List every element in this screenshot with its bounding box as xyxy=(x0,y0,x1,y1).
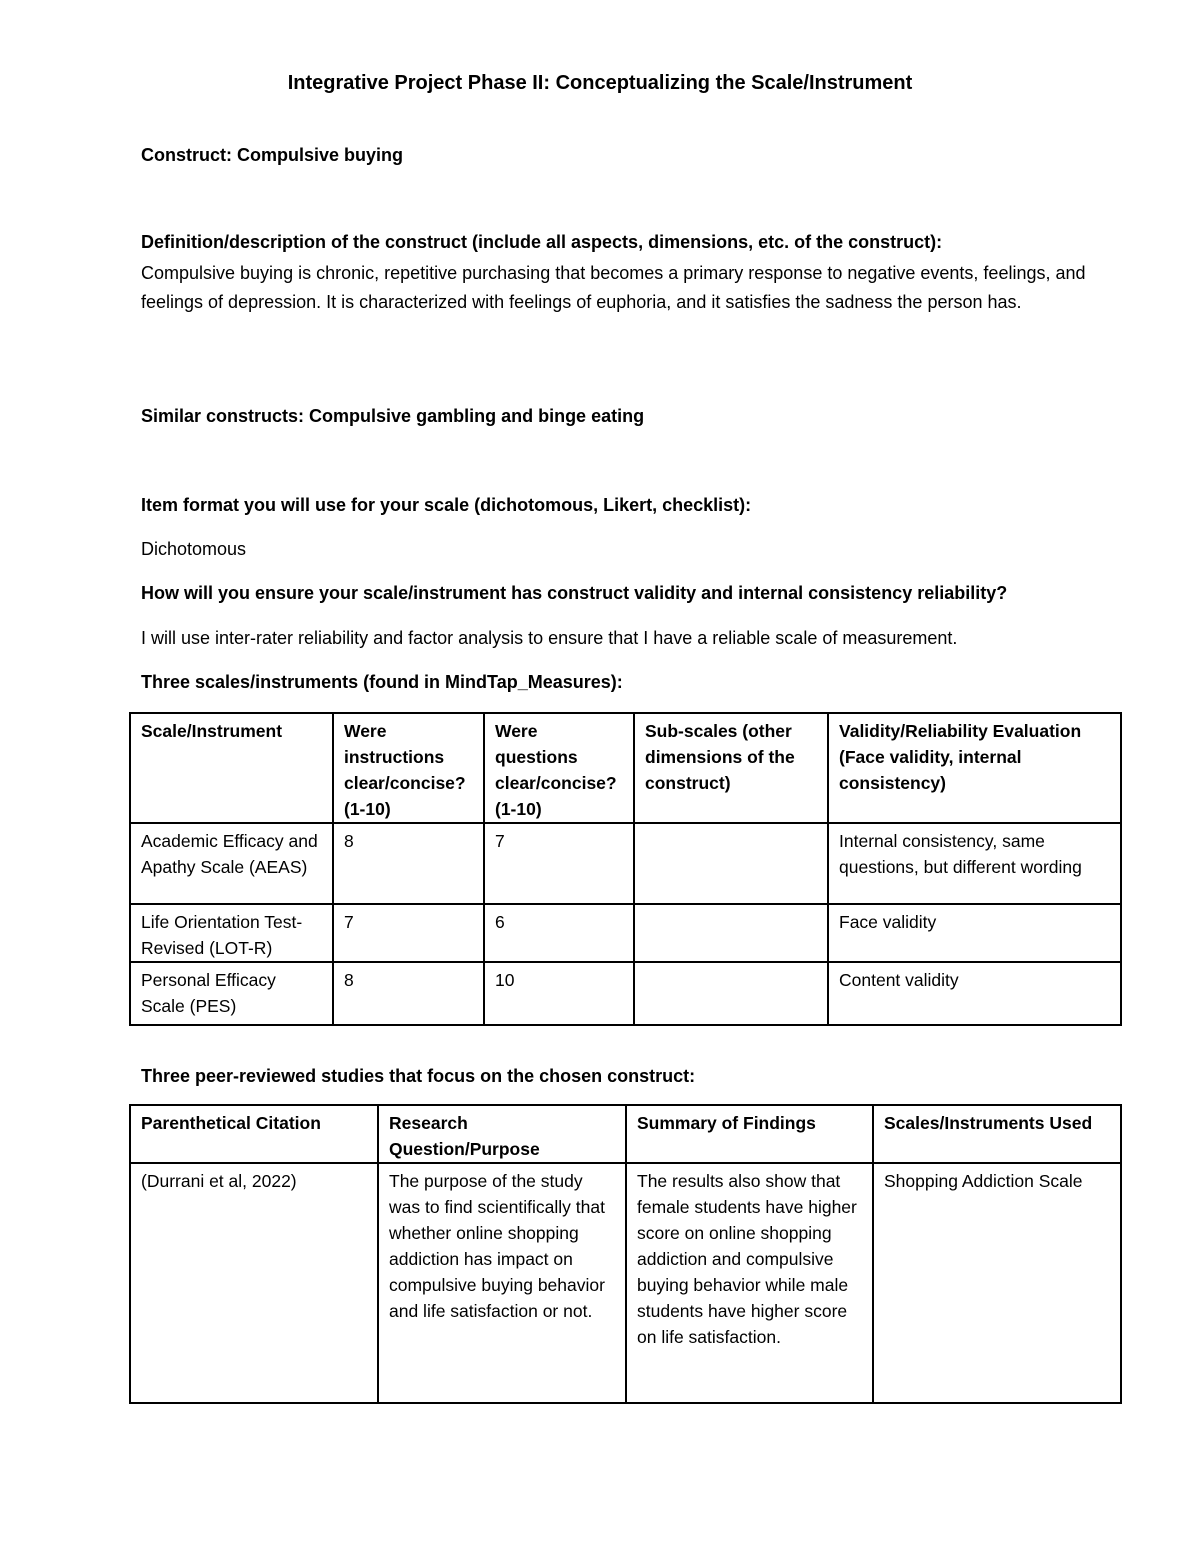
scales-header-cell: Scale/Instrument xyxy=(130,713,333,823)
table-cell: Shopping Addiction Scale xyxy=(873,1163,1121,1403)
validity-question: How will you ensure your scale/instrument has construct validity and internal consistency reliability? xyxy=(141,583,1008,603)
table-row xyxy=(130,962,1121,1025)
studies-header-cell: Scales/Instruments Used xyxy=(873,1105,1121,1163)
scales-header-cell: Sub-scales (other dimensions of the construct) xyxy=(634,713,828,823)
table-cell: Content validity xyxy=(828,962,1121,1025)
table-cell: 10 xyxy=(484,962,634,1025)
table-cell xyxy=(634,904,828,962)
item-format-label: Item format you will use for your scale (dichotomous, Likert, checklist): xyxy=(141,495,752,515)
document-title: Integrative Project Phase II: Conceptualizing the Scale/Instrument xyxy=(287,72,913,94)
studies-header-cell: Parenthetical Citation xyxy=(130,1105,378,1163)
table-cell: Internal consistency, same questions, but different wording xyxy=(828,823,1121,904)
similar-constructs: Similar constructs: Compulsive gambling and binge eating xyxy=(141,406,645,426)
table-cell: 8 xyxy=(333,962,484,1025)
table-row xyxy=(130,904,1121,962)
definition-text: Compulsive buying is chronic, repetitive purchasing that becomes a primary response to negative events, feelings, and feelings of depression. It is characterized with feelings of euphoria, and it satisfies the sadness the person has. xyxy=(141,263,1086,312)
scales-header-cell: Were questions clear/concise? (1-10) xyxy=(484,713,634,823)
table-cell: Life Orientation Test-Revised (LOT-R) xyxy=(130,904,333,962)
table-cell: Academic Efficacy and Apathy Scale (AEAS) xyxy=(130,823,333,904)
construct-label: Construct: Compulsive buying xyxy=(141,145,404,165)
table-cell: 8 xyxy=(333,823,484,904)
table-cell: The results also show that female students have higher score on online shopping addiction and compulsive buying behavior while male students have higher score on life satisfaction. xyxy=(626,1163,873,1403)
table-cell xyxy=(634,962,828,1025)
table-cell: Face validity xyxy=(828,904,1121,962)
studies-header-cell: Summary of Findings xyxy=(626,1105,873,1163)
definition-label: Definition/description of the construct (include all aspects, dimensions, etc. of the construct): xyxy=(141,232,943,252)
validity-answer: I will use inter-rater reliability and factor analysis to ensure that I have a reliable scale of measurement. xyxy=(141,628,958,648)
table-cell: (Durrani et al, 2022) xyxy=(130,1163,378,1403)
table-cell: 7 xyxy=(484,823,634,904)
table-row xyxy=(130,823,1121,904)
studies-heading: Three peer-reviewed studies that focus on the chosen construct: xyxy=(141,1066,696,1086)
scales-table-header-row xyxy=(130,713,1121,823)
scales-header-cell: Were instructions clear/concise? (1-10) xyxy=(333,713,484,823)
scales-table xyxy=(129,712,1122,1026)
scales-heading: Three scales/instruments (found in MindTap_Measures): xyxy=(141,672,623,692)
table-cell xyxy=(634,823,828,904)
studies-table-header-row xyxy=(130,1105,1121,1163)
scales-header-cell: Validity/Reliability Evaluation (Face validity, internal consistency) xyxy=(828,713,1121,823)
table-cell: The purpose of the study was to find scientifically that whether online shopping addiction has impact on compulsive buying behavior and life satisfaction or not. xyxy=(378,1163,626,1403)
table-cell: 7 xyxy=(333,904,484,962)
item-format-value: Dichotomous xyxy=(141,539,247,559)
studies-header-cell: Research Question/Purpose xyxy=(378,1105,626,1163)
table-row xyxy=(130,1163,1121,1403)
studies-table xyxy=(129,1104,1122,1404)
table-cell: Personal Efficacy Scale (PES) xyxy=(130,962,333,1025)
table-cell: 6 xyxy=(484,904,634,962)
